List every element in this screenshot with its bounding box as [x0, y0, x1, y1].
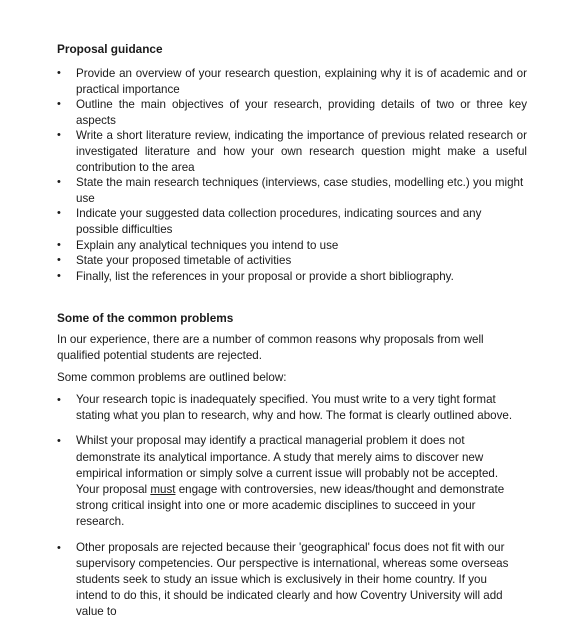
- section-heading-proposal-guidance: Proposal guidance: [57, 42, 163, 56]
- list-item: • Other proposals are rejected because their 'geographical' focus does not fit with our supervisory competencies. Our perspective is international, whereas some overseas students seek to study an issue which is exclusively in their home country. If you intend to do this, it should be indicated clearly and how Coventry University will add value to: [57, 540, 509, 619]
- bullet-icon: •: [57, 541, 61, 554]
- bullet-icon: •: [57, 238, 61, 251]
- proposal-guidance-list: [57, 66, 527, 284]
- list-item: • State the main research techniques (interviews, case studies, modelling etc.) you might use: [57, 176, 524, 205]
- bullet-icon: •: [57, 98, 61, 111]
- list-item: • Your research topic is inadequately specified. You must write to a very tight format stating what you plan to research, why and how. The format is clearly outlined above.: [57, 393, 513, 423]
- bullet-icon: •: [57, 435, 61, 448]
- bullet-icon: •: [57, 254, 61, 267]
- underlined-word: must: [150, 483, 176, 497]
- list-item: • Outline the main objectives of your research, providing details of two or three key aspects: [57, 98, 527, 127]
- bullet-icon: •: [57, 176, 61, 189]
- bullet-icon: •: [57, 269, 61, 282]
- bullet-icon: •: [57, 67, 61, 79]
- list-item: • Whilst your proposal may identify a practical managerial problem it does not demonstrate its analytical importance. A study that merely aims to discover new empirical information or simply solve a current issue will probably not be accepted. Your proposal must engage with controversies, new ideas/thought and demonstrate strong critical insight into one or more academic disciplines to succeed in your research.: [57, 434, 505, 529]
- list-item: • State your proposed timetable of activities: [57, 254, 292, 268]
- list-item: • Write a short literature review, indicating the importance of previous related research or investigated literature and how your own research question might make a useful contribution to the area: [57, 129, 527, 174]
- list-item: • Indicate your suggested data collection procedures, indicating sources and any possible difficulties: [57, 207, 482, 236]
- problems-list: [57, 392, 519, 621]
- bullet-icon: •: [57, 394, 61, 406]
- list-item: • Explain any analytical techniques you intend to use: [57, 238, 339, 252]
- lead-paragraph: Some common problems are outlined below:: [57, 371, 287, 384]
- list-item: • Provide an overview of your research question, explaining why it is of academic and or practical importance: [57, 67, 527, 96]
- intro-paragraph: In our experience, there are a number of common reasons why proposals from well qualified potential students are rejected.: [57, 333, 484, 362]
- section-heading-common-problems: Some of the common problems: [57, 311, 234, 325]
- bullet-icon: •: [57, 129, 61, 142]
- bullet-icon: •: [57, 207, 61, 220]
- list-item: • Finally, list the references in your proposal or provide a short bibliography.: [57, 269, 454, 283]
